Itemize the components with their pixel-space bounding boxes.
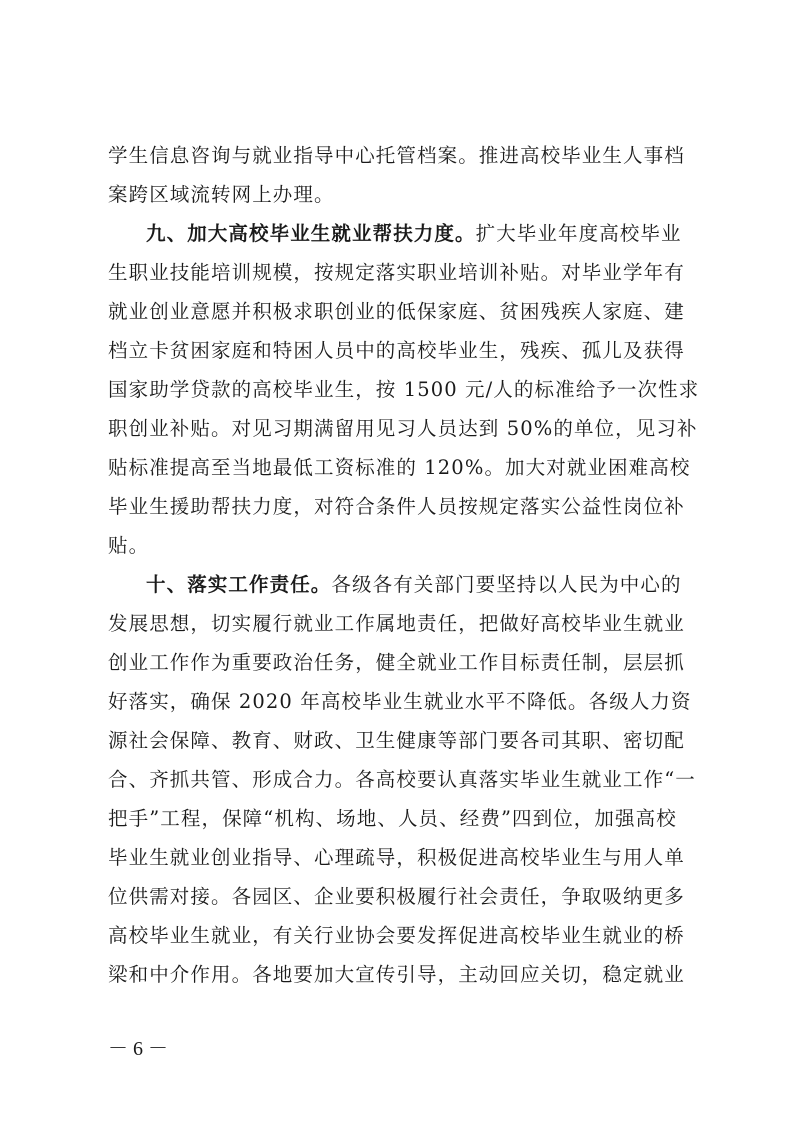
- body-line: 发展思想，切实履行就业工作属地责任，把做好高校毕业生就业: [108, 612, 685, 635]
- body-line: 高校毕业生就业，有关行业协会要发挥促进高校毕业生就业的桥: [108, 924, 685, 947]
- body-line: 学生信息咨询与就业指导中心托管档案。推进高校毕业生人事档: [108, 144, 685, 167]
- body-line: 把手”工程，保障“机构、场地、人员、经费”四到位，加强高校: [108, 807, 677, 830]
- section-10-heading: 十、落实工作责任。: [146, 573, 332, 596]
- body-line: 生职业技能培训规模，按规定落实职业培训补贴。对毕业学年有: [108, 261, 685, 284]
- section-10-first-line: [146, 573, 682, 597]
- body-line: 梁和中介作用。各地要加大宣传引导，主动回应关切，稳定就业: [108, 963, 685, 986]
- body-line: 毕业生就业创业指导、心理疏导，积极促进高校毕业生与用人单: [108, 846, 685, 869]
- body-line: 源社会保障、教育、财政、卫生健康等部门要各司其职、密切配: [108, 729, 685, 752]
- section-9-lead-text: 扩大毕业年度高校毕业: [475, 222, 682, 245]
- body-line: 创业工作作为重要政治任务，健全就业工作目标责任制，层层抓: [108, 651, 685, 674]
- body-line: 职创业补贴。对见习期满留用见习人员达到 50%的单位，见习补: [108, 417, 698, 440]
- body-line: 好落实，确保 2020 年高校毕业生就业水平不降低。各级人力资: [108, 690, 692, 713]
- section-10-lead-text: 各级各有关部门要坚持以人民为中心的: [331, 573, 682, 596]
- body-line: 贴标准提高至当地最低工资标准的 120%。加大对就业困难高校: [108, 456, 691, 479]
- section-9-first-line: [146, 222, 682, 246]
- body-line: 就业创业意愿并积极求职创业的低保家庭、贫困残疾人家庭、建: [108, 300, 685, 323]
- body-line: 贴。: [108, 534, 150, 557]
- body-line: 档立卡贫困家庭和特困人员中的高校毕业生，残疾、孤儿及获得: [108, 339, 685, 362]
- body-line: 案跨区域流转网上办理。: [108, 183, 335, 206]
- page-number: － 6 －: [108, 1038, 168, 1060]
- section-9-heading: 九、加大高校毕业生就业帮扶力度。: [146, 222, 476, 245]
- body-line: 位供需对接。各园区、企业要积极履行社会责任，争取吸纳更多: [108, 885, 685, 908]
- body-line: 毕业生援助帮扶力度，对符合条件人员按规定落实公益性岗位补: [108, 495, 685, 518]
- body-line: 国家助学贷款的高校毕业生，按 1500 元/人的标准给予一次性求: [108, 378, 700, 401]
- body-line: 合、齐抓共管、形成合力。各高校要认真落实毕业生就业工作“一: [108, 768, 696, 791]
